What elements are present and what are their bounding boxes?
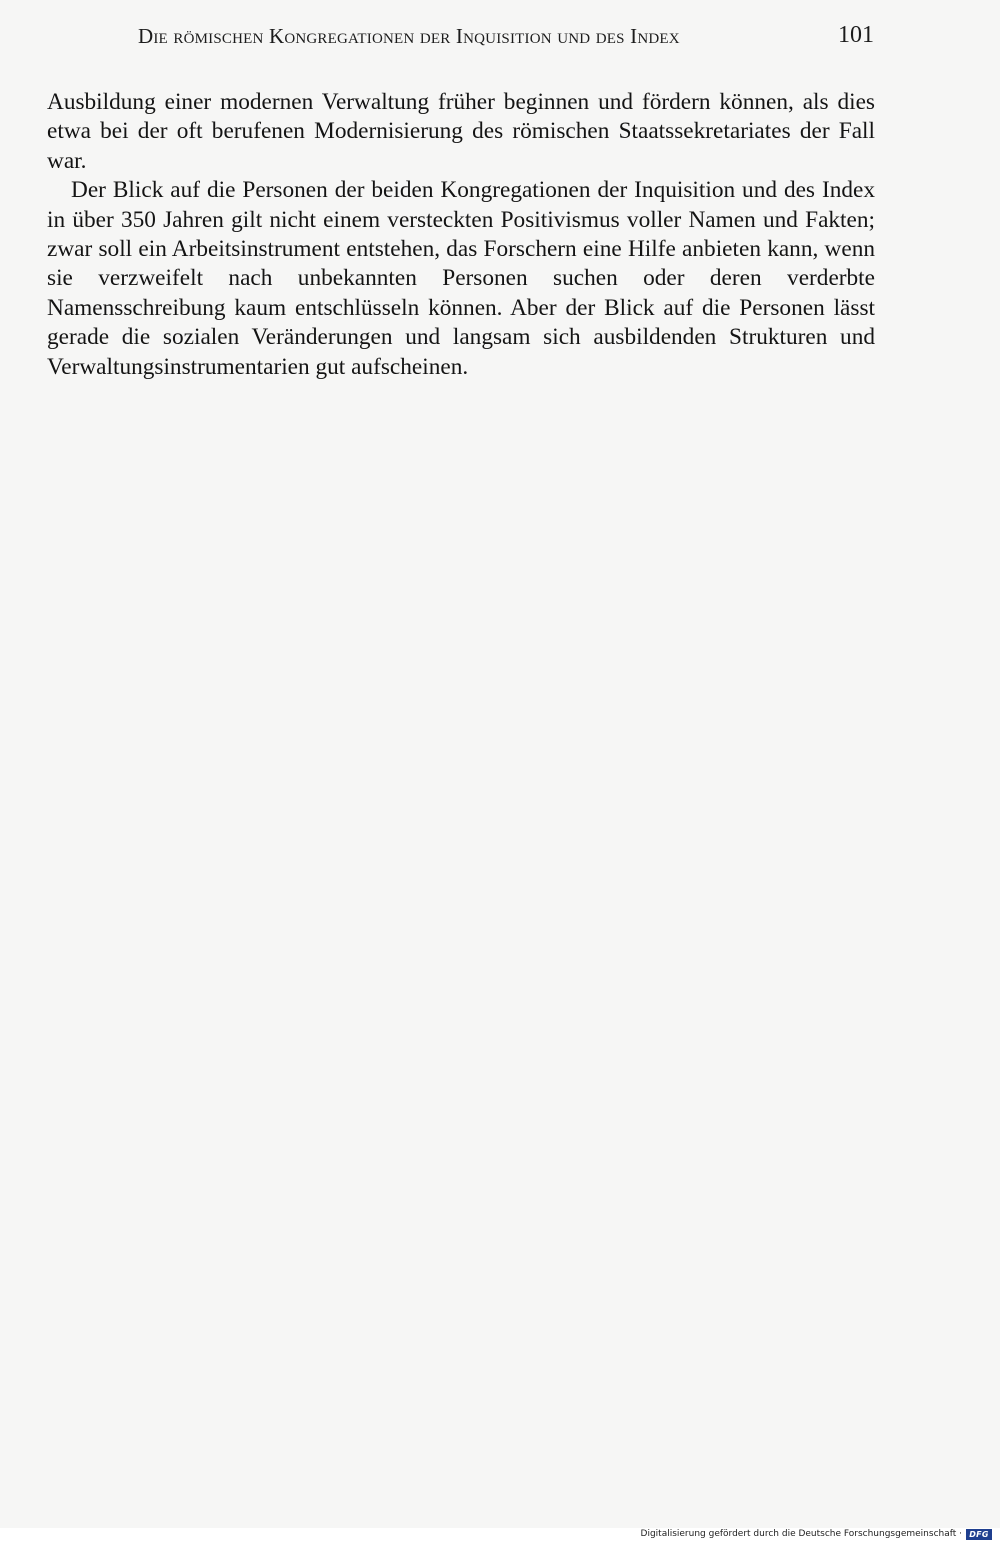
page-number: 101	[838, 22, 874, 48]
paragraph: Ausbildung einer modernen Verwaltung früher beginnen und fördern können, als dies etwa bei der oft berufenen Modernisierung des römischen Staatssekretariates der Fall war.	[47, 89, 875, 174]
dfg-logo-icon: DFG	[966, 1529, 992, 1540]
paragraph: Der Blick auf die Personen der beiden Kongregationen der Inquisition und des Index in über 350 Jahren gilt nicht einem versteckten Positivismus voller Namen und Fakten; zwar soll ein Arbeitsinstrument entstehen, das Forschern eine Hilfe anbieten kann, wenn sie verzweifelt nach unbekannten Personen suchen oder deren verderbte Namensschreibung kaum entschlüsseln können. Aber der Blick auf die Personen lässt gerade die sozialen Veränderungen und langsam sich ausbildenden Strukturen und Verwaltungsinstrumentarien gut aufscheinen.	[47, 177, 875, 380]
running-title: Die römischen Kongregationen der Inquisition und des Index	[138, 24, 680, 48]
body-text	[47, 88, 875, 382]
digitization-credit: Digitalisierung gefördert durch die Deutsche Forschungsgemeinschaft ·	[640, 1529, 962, 1539]
